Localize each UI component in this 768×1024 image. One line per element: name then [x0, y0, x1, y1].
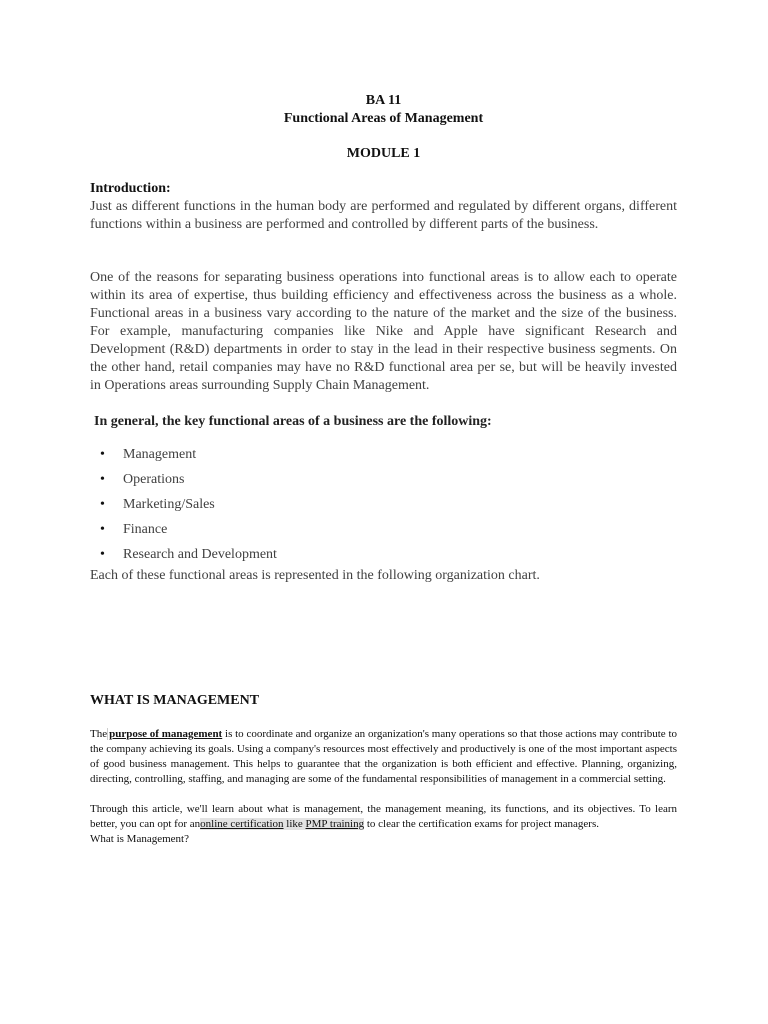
course-code: BA 11: [365, 93, 402, 108]
list-item-label: Marketing/Sales: [123, 497, 215, 512]
paragraph-text: is to coordinate and organize an organization's many operations so that those actions may contribute to the company achieving its goals. Using a company's resources most effectively and productively is one of the most important aspects of good business management. This helps to guarantee that the organization is both efficient and effective. Planning, organizing, directing, controlling, staffing, and managing are some of the fundamental responsibilities of management in a commercial setting.: [90, 728, 677, 785]
document-page: [90, 92, 677, 847]
org-chart-note: Each of these functional areas is represented in the following organization chart.: [90, 568, 540, 583]
like-text: like: [283, 818, 306, 830]
list-item-label: Management: [123, 447, 197, 462]
list-item: [90, 496, 677, 521]
management-paragraph-1: [90, 727, 677, 787]
list-item: [90, 521, 677, 546]
online-certification-link[interactable]: online certification: [200, 818, 284, 830]
bullet-icon: •: [100, 497, 105, 512]
bullet-icon: •: [100, 547, 105, 562]
list-item-label: Finance: [123, 522, 168, 537]
purpose-of-management-link[interactable]: purpose of management: [109, 728, 223, 740]
paragraph-text: to clear the certification exams for project managers.: [364, 818, 599, 830]
functional-areas-list: [90, 446, 677, 571]
pmp-training-link[interactable]: PMP training: [305, 818, 365, 830]
list-item: [90, 446, 677, 471]
bullet-icon: •: [100, 447, 105, 462]
introduction-heading: Introduction:: [90, 181, 171, 196]
list-item-label: Research and Development: [123, 547, 277, 562]
document-title: Functional Areas of Management: [283, 111, 484, 126]
list-item: [90, 546, 677, 571]
intro-paragraph-1: Just as different functions in the human body are performed and regulated by different organs, different functions within a business are performed and controlled by different parts of the business.: [90, 199, 677, 232]
what-is-management-line: What is Management?: [90, 833, 189, 845]
management-heading: WHAT IS MANAGEMENT: [90, 693, 260, 708]
bullet-icon: •: [100, 522, 105, 537]
list-item: [90, 471, 677, 496]
intro-paragraph-2: One of the reasons for separating business operations into functional areas is to allow each to operate within its area of expertise, thus building efficiency and effectiveness across the business as a whole. Functional areas in a business vary according to the nature of the market and the size of the business. For example, manufacturing companies like Nike and Apple have significant Research and Development (R&D) departments in order to stay in the lead in their respective business segments. On the other hand, retail companies may have no R&D functional area per se, but will be heavily invested in Operations areas surrounding Supply Chain Management.: [90, 270, 677, 393]
key-areas-heading: In general, the key functional areas of a business are the following:: [94, 414, 492, 429]
module-heading: MODULE 1: [346, 146, 421, 161]
management-paragraph-2: [90, 802, 677, 832]
bullet-icon: •: [100, 472, 105, 487]
paragraph-prefix: The: [90, 728, 108, 740]
paragraph-text: Through this article, we'll learn about what is management, the management meaning, its functions, and its objectives. To learn better, you can opt for an: [90, 803, 677, 830]
list-item-label: Operations: [123, 472, 185, 487]
